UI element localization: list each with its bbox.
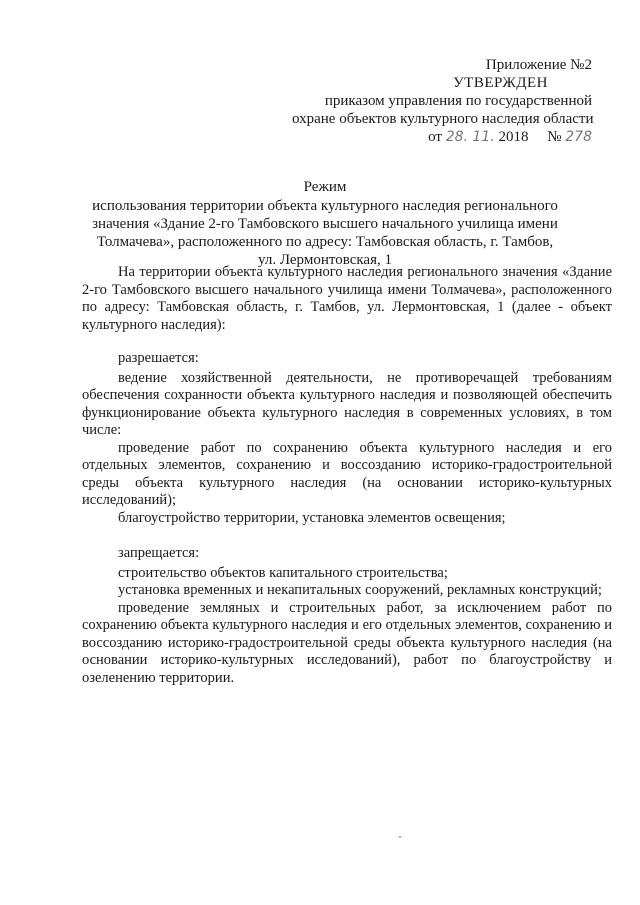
allowed-item-3: благоустройство территории, установка элементов освещения; bbox=[118, 509, 506, 526]
order-line-2: охране объектов культурного наследия области bbox=[292, 111, 594, 127]
order-line-1: приказом управления по государственной bbox=[324, 93, 592, 109]
title-line-4: ул. Лермонтовская, 1 bbox=[258, 252, 392, 268]
title-line-3: Толмачева», расположенного по адресу: Тамбовская область, г. Тамбов, bbox=[96, 234, 554, 250]
scan-speck bbox=[399, 836, 401, 838]
allowed-heading: разрешается: bbox=[118, 350, 199, 366]
order-year: 2018 bbox=[498, 129, 529, 145]
title-heading: Режим bbox=[303, 179, 347, 195]
document-title bbox=[90, 178, 560, 269]
appendix-label: Приложение №2 bbox=[485, 57, 592, 73]
title-line-2: значения «Здание 2-го Тамбовского высшего начального училища имени bbox=[92, 216, 558, 232]
title-line-1: использования территории объекта культурного наследия регионального bbox=[92, 198, 558, 214]
allowed-item-2: проведение работ по сохранению объекта культурного наследия и его отдельных элементов, сохранению и воссозданию историко-градостроительной среды объекта культурного наследия (на основании историко-культурных исследований); bbox=[82, 439, 612, 508]
document-body bbox=[82, 264, 612, 687]
forbidden-item-1: строительство объектов капитального строительства; bbox=[118, 564, 448, 581]
forbidden-heading: запрещается: bbox=[118, 545, 200, 561]
handwritten-number: 278 bbox=[565, 129, 592, 145]
order-date-line bbox=[292, 128, 592, 146]
allowed-item-1: ведение хозяйственной деятельности, не противоречащей требованиям обеспечения сохранности объекта культурного наследия и позволяющей обеспечить функционирование объекта культурного наследия в современных условиях, в том числе: bbox=[82, 369, 612, 438]
forbidden-item-2: установка временных и некапитальных сооружений, рекламных конструкций; bbox=[118, 582, 602, 598]
approval-block bbox=[292, 56, 592, 146]
date-prefix: от bbox=[428, 129, 442, 145]
forbidden-item-3: проведение земляных и строительных работ, за исключением работ по сохранению объекта культурного наследия и его отдельных элементов, сохранению и воссозданию историко-градостроительной среды объекта культурного наследия (на основании историко-культурных исследований), работ по благоустройству и озеленению территории. bbox=[82, 599, 612, 686]
approved-stamp-text: УТВЕРЖДЕН bbox=[453, 75, 548, 91]
number-prefix: № bbox=[547, 129, 562, 145]
handwritten-date: 28. 11. bbox=[445, 129, 495, 145]
intro-paragraph: На территории объекта культурного наследия регионального значения «Здание 2-го Тамбовского высшего начального училища имени Толмачева», расположенного по адресу: Тамбовская область, г. Тамбов, ул. Лермонтовская, 1 (далее - объект культурного наследия): bbox=[82, 264, 612, 333]
